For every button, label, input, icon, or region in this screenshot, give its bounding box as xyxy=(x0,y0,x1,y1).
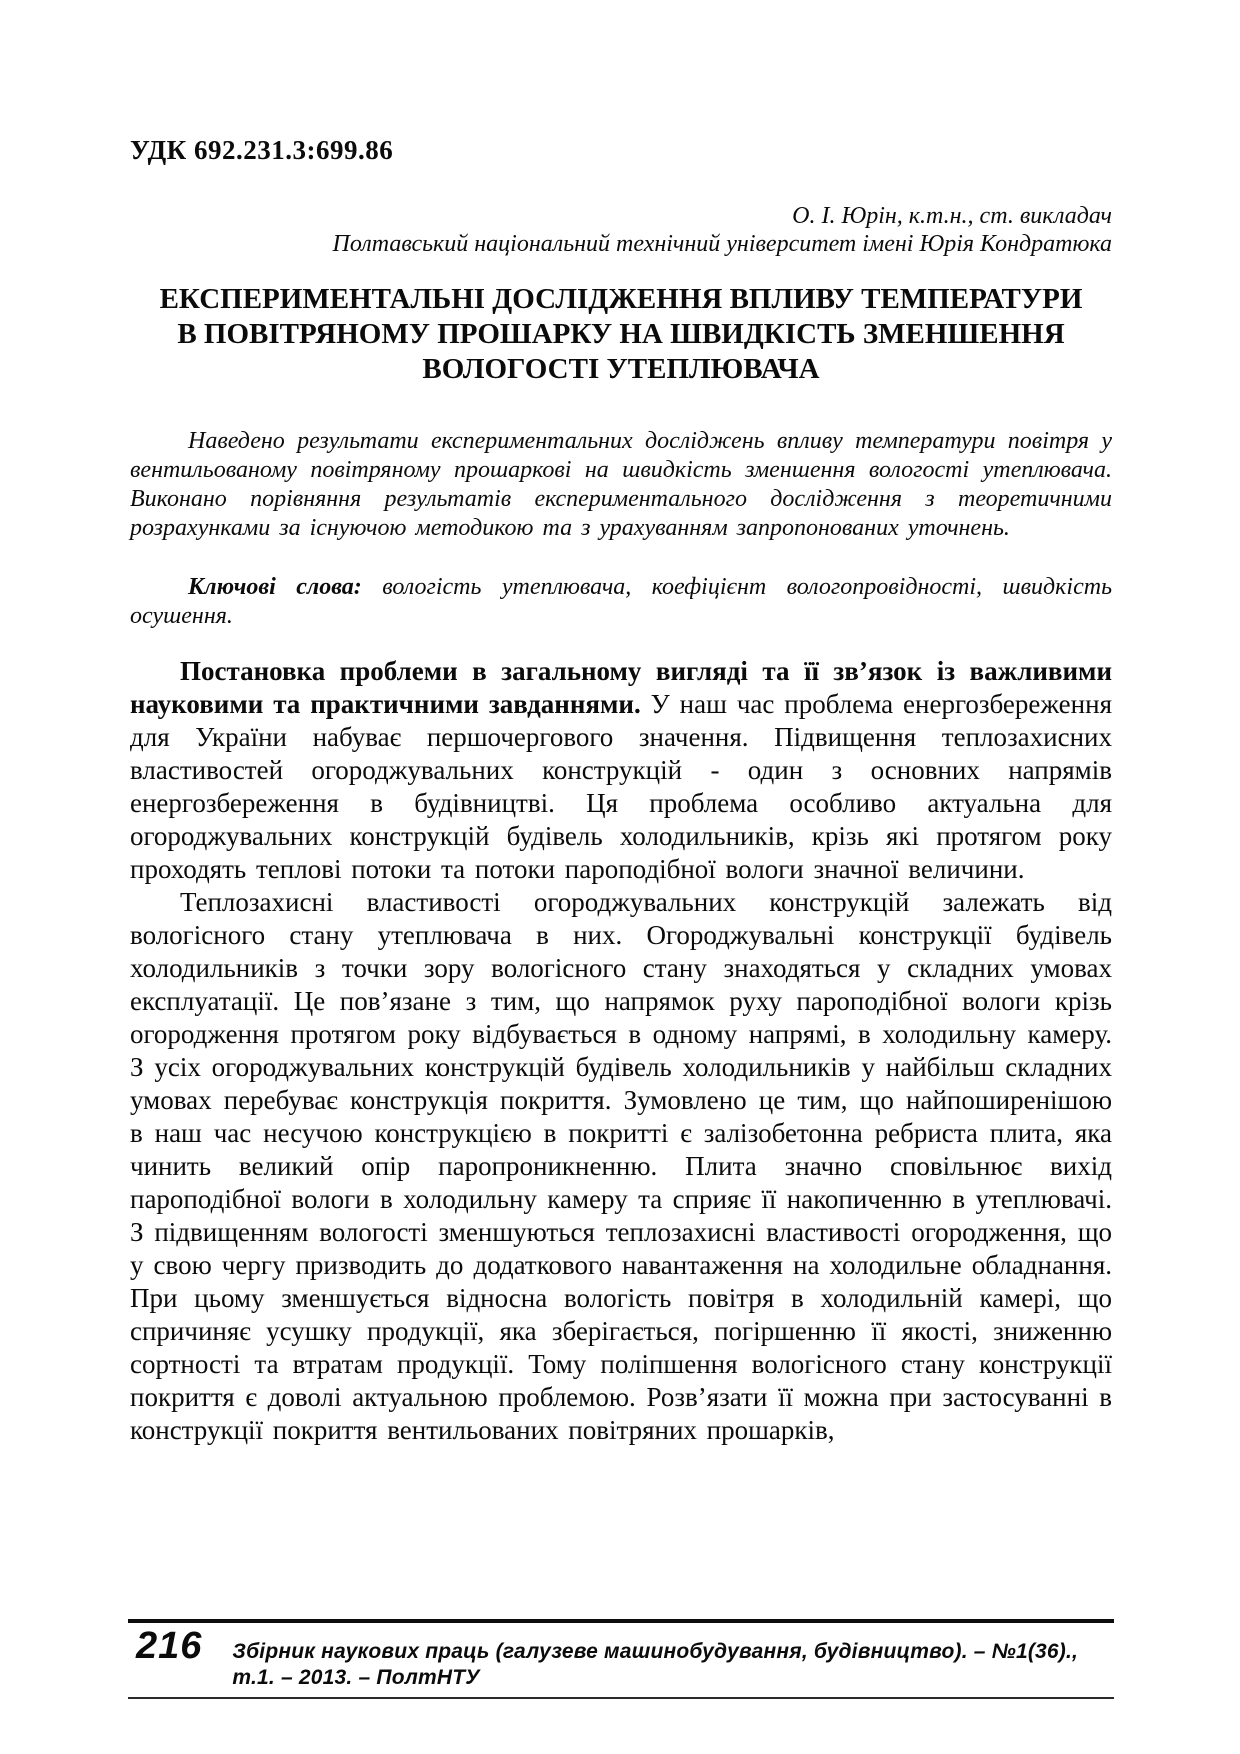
article-title xyxy=(130,282,1112,387)
abstract-paragraph: Наведено результати експериментальних досліджень впливу температури повітря у вентильованому повітряному прошаркові на швидкість зменшення вологості утеплювача. Виконано порівняння результатів експериментального дослідження з теоретичними розрахунками за існуючою методикою та з урахуванням запропонованих уточнень. xyxy=(130,428,1112,541)
paragraph-text-problem-statement: У наш час проблема енергозбереження для України набуває першочергового значення. Підвищення теплозахисних властивостей огороджувальних конструкцій - один з основних напрямів енергозбереження в будівництві. Ця проблема особливо актуальна для огороджувальних конструкцій будівель холодильників, крізь які протягом року проходять теплові потоки та потоки пароподібної вологи значної величини. xyxy=(130,689,1112,884)
paragraph-thermal-properties: Теплозахисні властивості огороджувальних конструкцій залежать від вологісного стану утеплювача в них. Огороджувальні конструкції будівель холодильників з точки зору вологісного стану знаходяться у складних умовах експлуатації. Це пов’язане з тим, що напрямок руху пароподібної вологи крізь огородження протягом року відбувається в одному напрямі, в холодильну камеру. З усіх огороджувальних конструкцій будівель холодильників у найбільш складних умовах перебуває конструкція покриття. Зумовлено це тим, що найпоширенішою в наш час несучою конструкцією в покритті є залізобетонна ребриста плита, яка чинить великий опір паропроникненню. Плита значно сповільнює вихід пароподібної вологи в холодильну камеру та сприяє її накопиченню в утеплювачі. З підвищенням вологості зменшуються теплозахисні властивості огородження, що у свою чергу призводить до додаткового навантаження на холодильне обладнання. При цьому зменшується відносна вологість повітря в холодильній камері, що спричиняє усушку продукції, яка зберігається, погіршенню її якості, зниженню сортності та втратам продукції. Тому поліпшення вологісного стану конструкції покриття є доволі актуальною проблемою. Розв’язати її можна при застосуванні в конструкції покриття вентильованих повітряних прошарків, xyxy=(130,887,1112,1445)
affiliation-line: Полтавський національний технічний університет імені Юрія Кондратюка xyxy=(332,231,1112,257)
keywords-paragraph xyxy=(130,573,1112,631)
paragraph-lead-problem-statement: Постановка проблеми в загальному вигляді та її зв’язок із важливими науковими та практичними завданнями. xyxy=(130,656,1112,719)
author-block xyxy=(130,202,1112,258)
udc-code: УДК 692.231.3:699.86 xyxy=(130,135,394,165)
title-line-3: ВОЛОГОСТІ УТЕПЛЮВАЧА xyxy=(422,353,820,385)
title-line-1: ЕКСПЕРИМЕНТАЛЬНІ ДОСЛІДЖЕННЯ ВПЛИВУ ТЕМПЕРАТУРИ xyxy=(159,283,1083,315)
page-number: 216 xyxy=(136,1625,203,1667)
author-line: О. І. Юрін, к.т.н., ст. викладач xyxy=(792,203,1112,229)
journal-reference: Збірник наукових праць (галузеве машинобудування, будівництво). – №1(36)., т.1. – 2013. – ПолтНТУ xyxy=(232,1640,1079,1689)
article-body xyxy=(130,655,1112,1447)
keywords-list: вологість утеплювача, коефіцієнт вологопровідності, швидкість осушення. xyxy=(130,574,1112,629)
keywords-label: Ключові слова: xyxy=(188,574,362,600)
paragraph-problem-statement xyxy=(130,655,1112,886)
page-footer xyxy=(128,1619,1114,1699)
title-line-2: В ПОВІТРЯНОМУ ПРОШАРКУ НА ШВИДКІСТЬ ЗМЕНШЕННЯ xyxy=(177,318,1065,350)
